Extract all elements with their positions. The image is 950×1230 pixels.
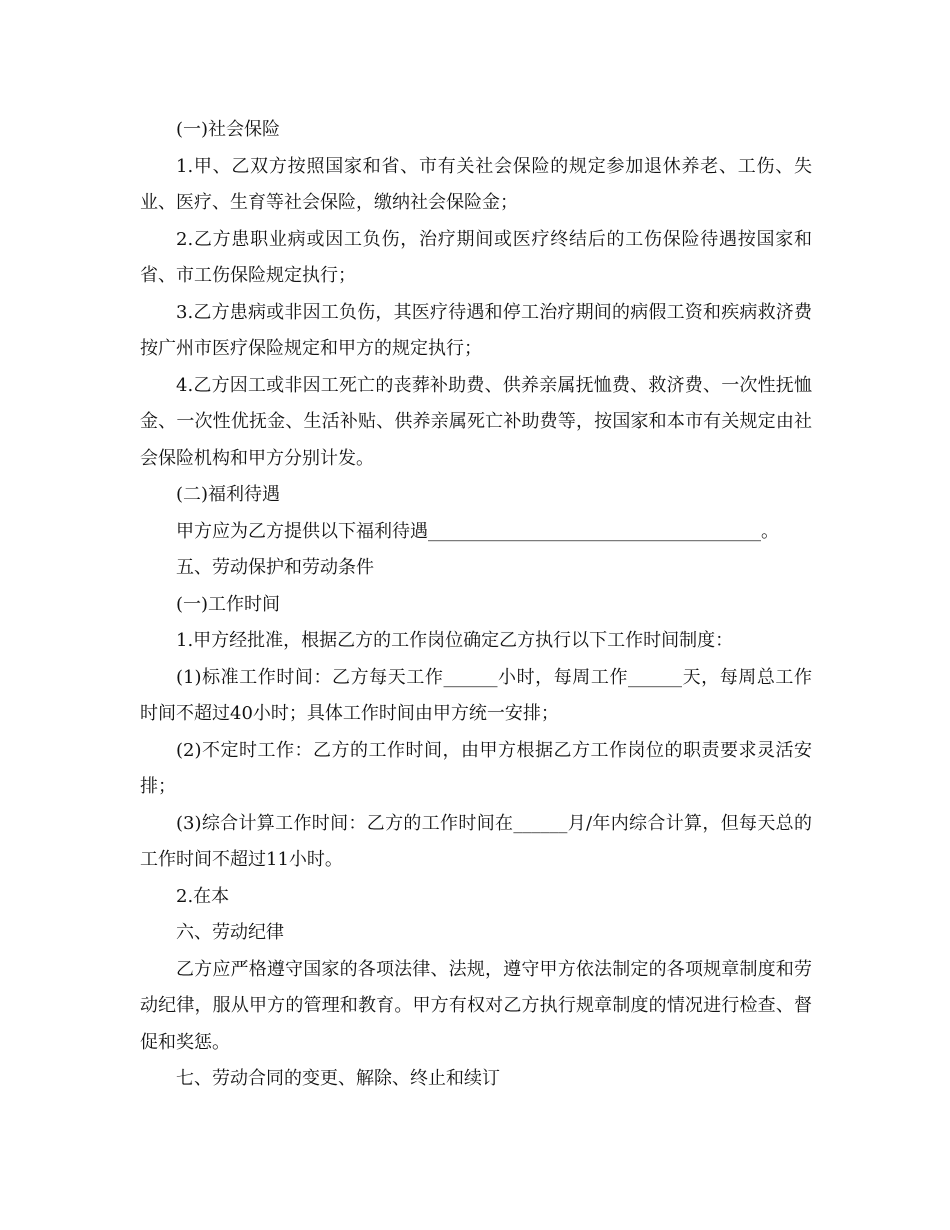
paragraph-standard-hours: (1)标准工作时间：乙方每天工作______小时，每周工作______天，每周总工作时间不超过40小时；具体工作时间由甲方统一安排； — [140, 666, 812, 724]
document-body — [140, 112, 812, 1098]
section-heading-social-insurance: (一)社会保险 — [176, 119, 281, 140]
chapter-heading-contract-changes: 七、劳动合同的变更、解除、终止和续订 — [176, 1068, 500, 1089]
paragraph-social-insurance-3: 3.乙方患病或非因工负伤，其医疗待遇和停工治疗期间的病假工资和疾病救济费按广州市医疗保险规定和甲方的规定执行； — [140, 301, 812, 359]
paragraph-flexible-hours: (2)不定时工作：乙方的工作时间，由甲方根据乙方工作岗位的职责要求灵活安排； — [140, 739, 812, 797]
paragraph-working-hours-2: 2.在本 — [176, 885, 230, 907]
paragraph-social-insurance-1: 1.甲、乙双方按照国家和省、市有关社会保险的规定参加退休养老、工伤、失业、医疗、生育等社会保险，缴纳社会保险金； — [140, 155, 812, 213]
section-heading-welfare: (二)福利待遇 — [176, 484, 281, 505]
paragraph-labor-discipline: 乙方应严格遵守国家的各项法律、法规，遵守甲方依法制定的各项规章制度和劳动纪律，服从甲方的管理和教育。甲方有权对乙方执行规章制度的情况进行检查、督促和奖惩。 — [140, 958, 812, 1053]
section-heading-working-hours: (一)工作时间 — [176, 593, 281, 615]
chapter-heading-labor-discipline: 六、劳动纪律 — [176, 922, 284, 943]
chapter-heading-labor-protection: 五、劳动保护和劳动条件 — [176, 557, 374, 578]
paragraph-social-insurance-4: 4.乙方因工或非因工死亡的丧葬补助费、供养亲属抚恤费、救济费、一次性抚恤金、一次性优抚金、生活补贴、供养亲属死亡补助费等，按国家和本市有关规定由社会保险机构和甲方分别计发。 — [140, 374, 812, 469]
paragraph-working-hours-1: 1.甲方经批准，根据乙方的工作岗位确定乙方执行以下工作时间制度： — [176, 630, 734, 651]
paragraph-welfare: 甲方应为乙方提供以下福利待遇_____________________________________。 — [176, 520, 779, 542]
paragraph-comprehensive-hours: (3)综合计算工作时间：乙方的工作时间在______月/年内综合计算，但每天总的工作时间不超过11小时。 — [140, 812, 812, 870]
paragraph-social-insurance-2: 2.乙方患职业病或因工负伤，治疗期间或医疗终结后的工伤保险待遇按国家和省、市工伤保险规定执行； — [140, 228, 812, 286]
